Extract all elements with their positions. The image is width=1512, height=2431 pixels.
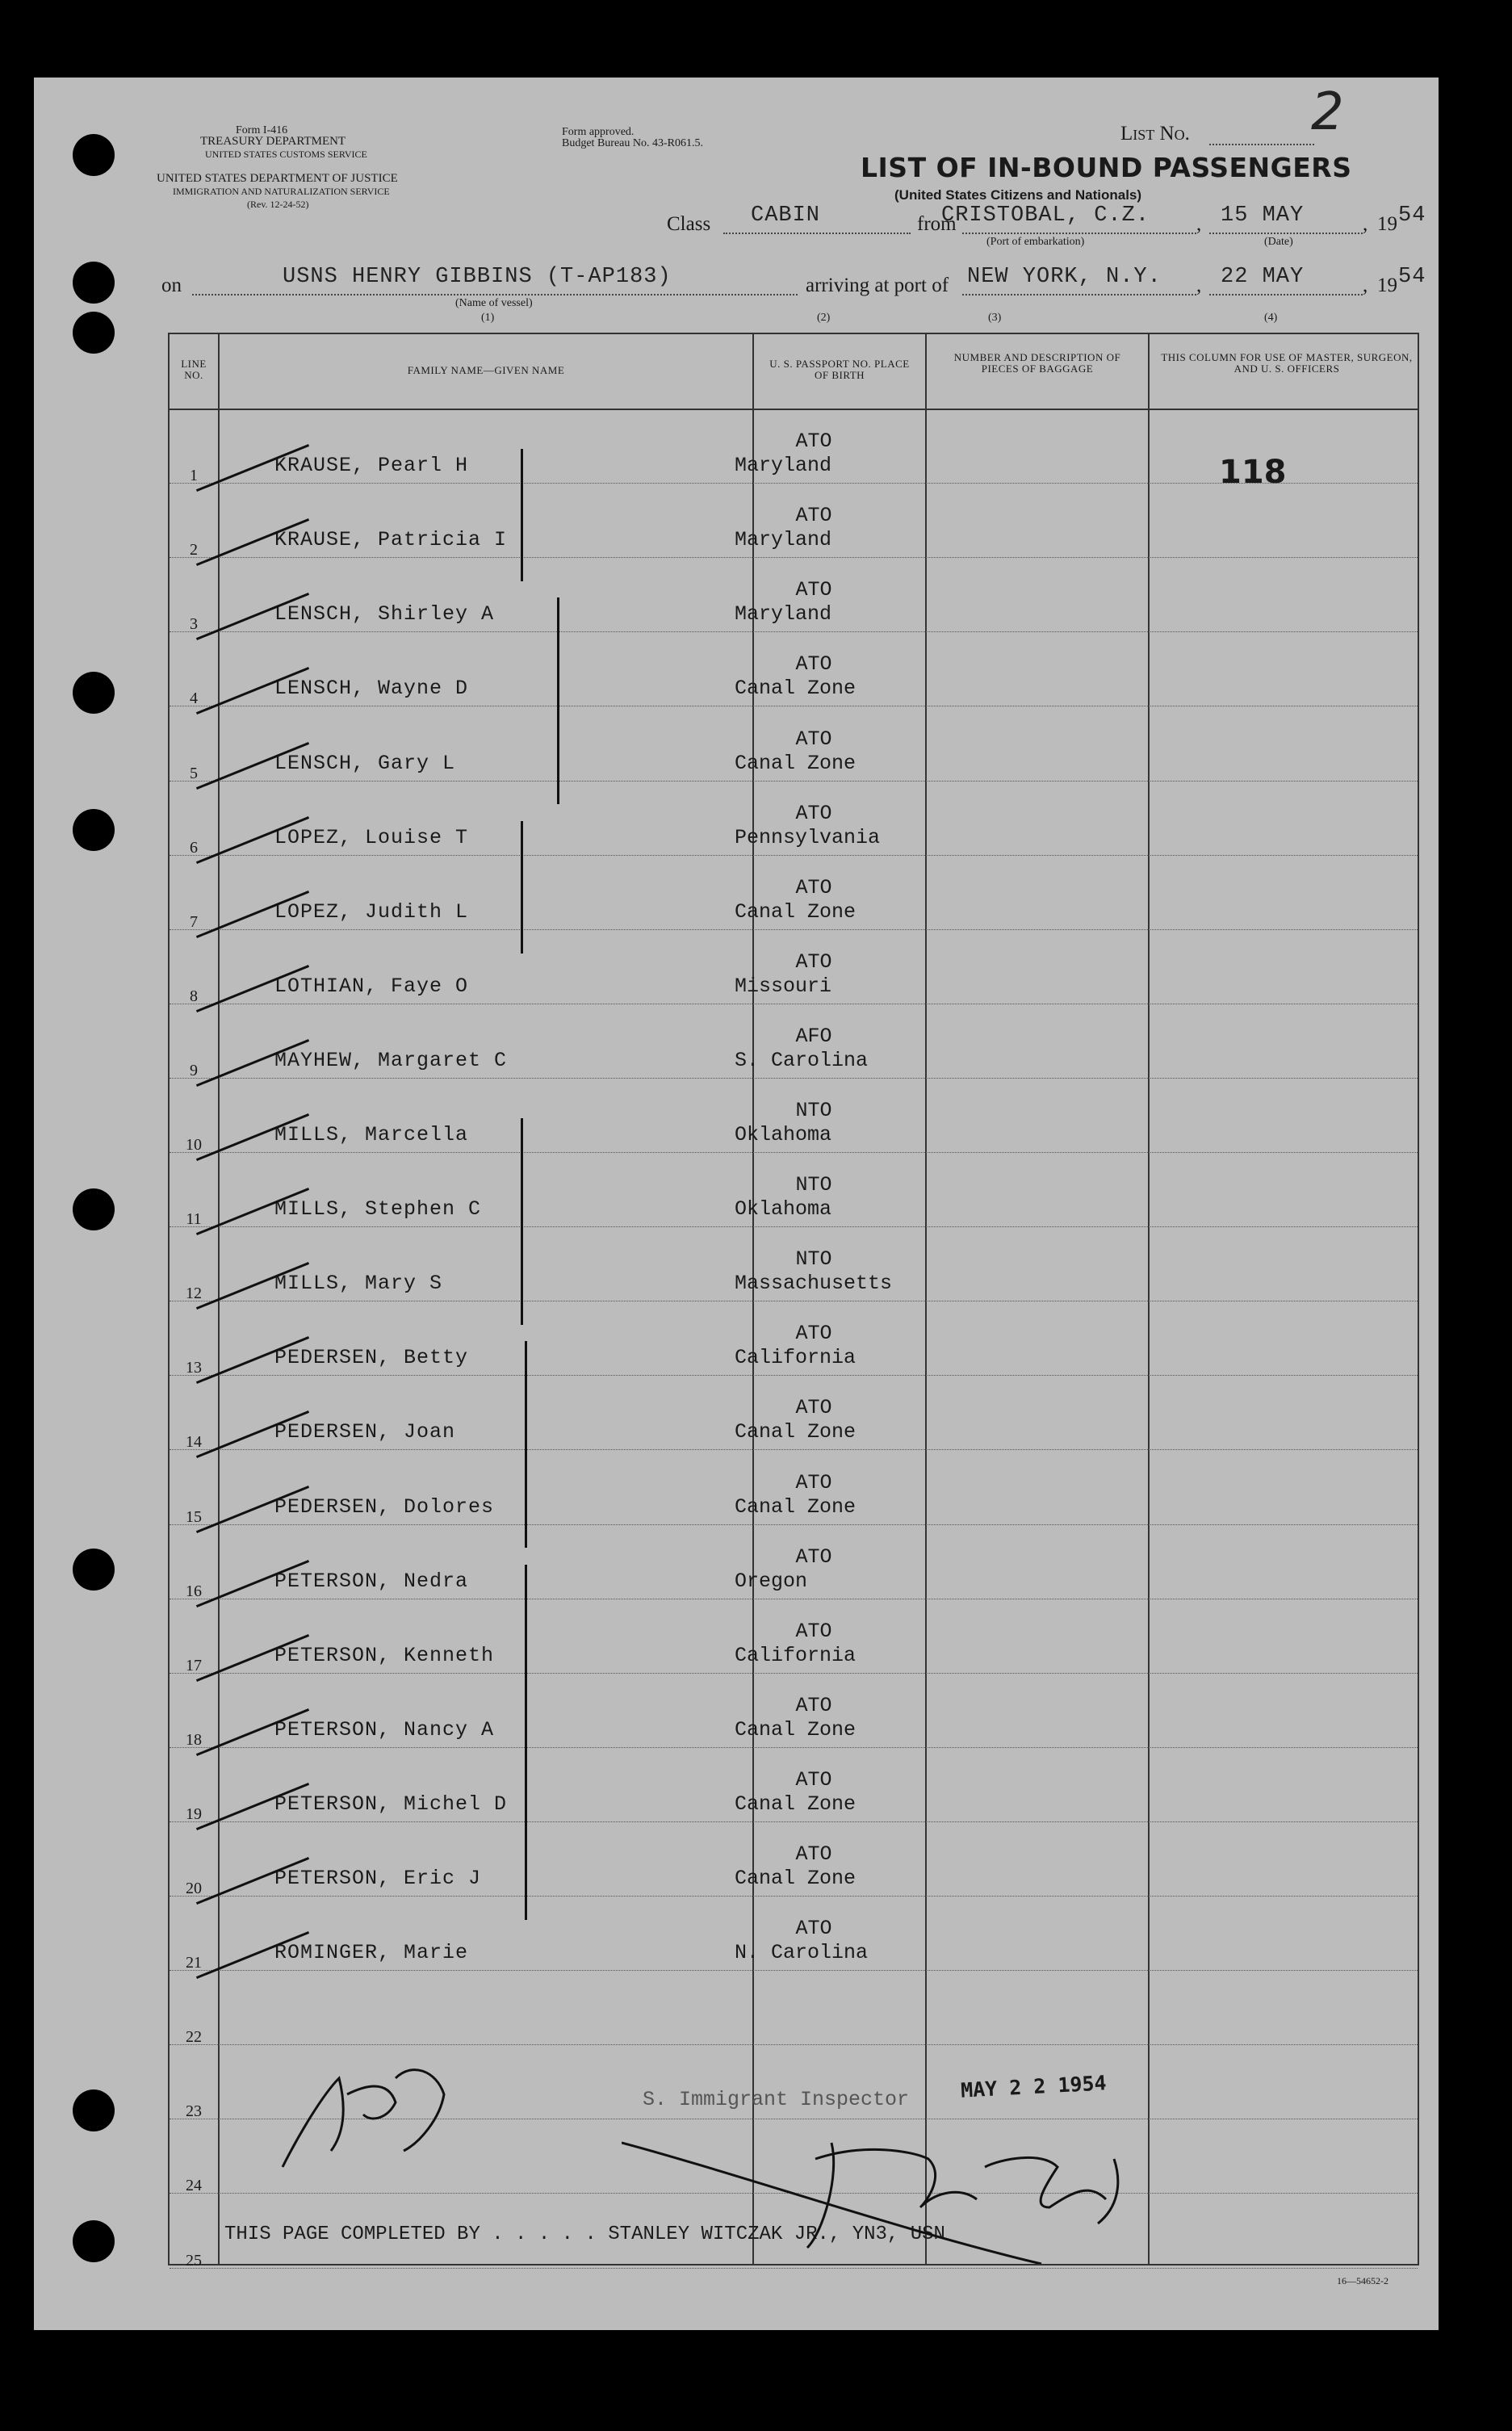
on-label: on	[161, 275, 182, 296]
place-of-birth: Canal Zone	[735, 899, 857, 924]
arrival-date: 22 MAY	[1221, 265, 1305, 289]
row-separator	[170, 2268, 1418, 2269]
line-number: 24	[186, 2177, 202, 2195]
passenger-name: LOPEZ, Louise T	[274, 825, 469, 849]
passport-code: ATO	[795, 1619, 832, 1643]
passenger-name: LENSCH, Shirley A	[274, 602, 495, 627]
row-separator	[170, 855, 1418, 856]
passenger-name: ROMINGER, Marie	[274, 1941, 469, 1965]
row-separator	[170, 1152, 1418, 1153]
place-of-birth: Pennsylvania	[735, 825, 881, 849]
line-number: 22	[186, 2028, 202, 2047]
passenger-name: PEDERSEN, Betty	[274, 1346, 469, 1370]
passenger-name: LOPEZ, Judith L	[274, 899, 469, 924]
place-of-birth: Canal Zone	[735, 1717, 857, 1742]
completed-by: THIS PAGE COMPLETED BY . . . . . STANLEY WITCZAK JR., YN3, USN	[224, 2224, 945, 2245]
passport-code: ATO	[795, 801, 832, 825]
place-of-birth: Massachusetts	[735, 1272, 893, 1296]
passenger-name: PETERSON, Kenneth	[274, 1643, 495, 1667]
line-number: 17	[186, 1656, 202, 1674]
justice-dept: UNITED STATES DEPARTMENT OF JUSTICE	[157, 172, 398, 185]
line-number: 23	[186, 2102, 202, 2121]
passport-code: ATO	[795, 1917, 832, 1941]
class-label: Class	[667, 213, 711, 235]
line-number: 13	[186, 1359, 202, 1377]
arrival-year: 54	[1398, 265, 1426, 289]
passenger-name: MILLS, Marcella	[274, 1123, 469, 1146]
row-separator	[170, 1226, 1418, 1227]
embarkation-port: CRISTOBAL, C.Z.	[941, 203, 1150, 228]
line-number: 12	[186, 1285, 202, 1303]
family-bracket	[521, 449, 523, 581]
family-bracket	[521, 821, 523, 954]
passport-code: ATO	[795, 1545, 832, 1569]
place-of-birth: Canal Zone	[735, 1792, 857, 1816]
passenger-name: MILLS, Mary S	[274, 1272, 443, 1296]
line-number: 16	[186, 1582, 202, 1600]
punch-hole	[73, 262, 115, 304]
line-number: 2	[190, 541, 198, 560]
place-of-birth: Oregon	[735, 1569, 808, 1593]
passport-code: ATO	[795, 578, 832, 602]
row-separator	[170, 483, 1418, 484]
inspector-text: S. Immigrant Inspector	[643, 2088, 910, 2111]
place-of-birth: Missouri	[735, 974, 832, 998]
header-name: FAMILY NAME—GIVEN NAME	[407, 364, 565, 376]
officer-note: 118	[1219, 454, 1287, 491]
manifest-page: Form I-416 TREASURY DEPARTMENT UNITED STATES CUSTOMS SERVICE UNITED STATES DEPARTMENT OF JUSTICE IMMIGRATION AND NATURALIZATION SERVICE (Rev. 12-24-52) Form approved. Budget Bureau No. 43-R061.5. List No. 2 LIST OF IN-BOUND PASSENGERS (United States Citizens and Nationals) Class CABIN from CRISTOBAL, C.Z. (Port of embarkation) , 15 MAY (Date) , 19 54 on USNS HENRY GIBBINS (T-AP183) (Name of vessel) (1) arriving at port of NEW YORK, N.Y. , 22 MAY , 19 54 (2) (3) (4) LINE NO. FAMILY NAME—GIVEN NAME U. S. PASSPORT NO. PLACE OF BIRTH NUMBER AND DESCRIPTION OF PIECES OF BAGGAGE THIS COLUMN FOR USE OF MASTER, SURGEON, AND U. S. OFFICERS 118 1 KRAUSE, Pearl H ATO Maryland 2 KRAUSE, Patricia I ATO Maryland 3 LENSCH, Shirley A ATO Maryland 4 LENSCH, Wayne D ATO Canal Zone 5 LENSCH, Gary L ATO Canal Zone 6 LOPEZ, Louise T ATO Pennsylvania 7 LOPEZ, Judith L ATO Canal Zone 8 LOTHIAN, Faye O ATO Missouri 9 MAYHEW, Margaret C AFO S. Carolina 10 MILLS, Marcella NTO Oklahoma 11 MILLS, Stephen C NTO Oklahoma 12 MILLS, Mary S NTO Massachusetts 13 PEDERSEN, Betty ATO California 14 PEDERSEN, Joan ATO Canal Zone 15 PEDERSEN, Dolores ATO Canal Zone 16 PETERSON, Nedra ATO Oregon 17 PETERSON, Kenneth ATO California 18 PETERSON, Nancy A ATO Canal Zone 19 PETERSON, Michel D ATO Canal Zone 20 PETERSON, Eric J ATO Canal Zone 21 ROMINGER, Marie ATO N. Carolina 22 23 24 25 S. Immigrant Inspector MAY 2 2 1954 THIS PAGE COMPLETED BY . . . . . STANLEY WITCZAK JR., YN3, USN 16—54652-2	[34, 78, 1439, 2330]
line-number: 6	[190, 838, 198, 857]
place-of-birth: Canal Zone	[735, 1494, 857, 1519]
header-passport: U. S. PASSPORT NO. PLACE OF BIRTH	[769, 358, 910, 381]
passport-code: NTO	[795, 1173, 832, 1197]
arrival-year-prefix: 19	[1377, 275, 1397, 296]
row-separator	[170, 1375, 1418, 1376]
line-number: 5	[190, 764, 198, 782]
col-ref-1: (1)	[481, 312, 495, 324]
passenger-name: MILLS, Stephen C	[274, 1197, 482, 1222]
passport-code: ATO	[795, 1842, 832, 1866]
document-subtitle: (United States Citizens and Nationals)	[894, 187, 1142, 203]
line-number: 9	[190, 1061, 198, 1079]
header-baggage: NUMBER AND DESCRIPTION OF PIECES OF BAGGAGE	[953, 351, 1121, 375]
place-of-birth: N. Carolina	[735, 1941, 869, 1965]
line-number: 19	[186, 1804, 202, 1823]
family-bracket	[525, 1565, 527, 1921]
punch-hole	[73, 1188, 115, 1230]
col-ref-3: (3)	[988, 312, 1002, 324]
list-no-label: List No.	[1120, 123, 1190, 145]
place-of-birth: Oklahoma	[735, 1197, 832, 1222]
line-number: 25	[186, 2251, 202, 2270]
arrival-port: NEW YORK, N.Y.	[967, 265, 1162, 289]
passenger-name: PETERSON, Michel D	[274, 1792, 508, 1816]
place-of-birth: Maryland	[735, 602, 832, 627]
print-code: 16—54652-2	[1337, 2275, 1388, 2286]
row-separator	[170, 781, 1418, 782]
punch-hole	[73, 809, 115, 851]
class-value: CABIN	[751, 203, 821, 228]
row-separator	[170, 557, 1418, 558]
passenger-name: PETERSON, Eric J	[274, 1867, 482, 1890]
place-of-birth: Canal Zone	[735, 677, 857, 701]
arriving-label: arriving at port of	[806, 275, 949, 296]
row-separator	[170, 1449, 1418, 1450]
form-number: Form I-416	[236, 124, 288, 136]
passenger-name: LENSCH, Gary L	[274, 751, 456, 775]
officer-signature	[622, 2110, 1187, 2264]
row-separator	[170, 1821, 1418, 1822]
header-line-no: LINE NO.	[181, 358, 207, 381]
passport-code: NTO	[795, 1099, 832, 1122]
header-officers: THIS COLUMN FOR USE OF MASTER, SURGEON, AND U. S. OFFICERS	[1161, 351, 1413, 375]
family-bracket	[521, 1118, 523, 1325]
line-number: 18	[186, 1730, 202, 1749]
passenger-name: KRAUSE, Patricia I	[274, 528, 508, 552]
passport-code: ATO	[795, 504, 832, 528]
inspector-date-stamp: MAY 2 2 1954	[960, 2071, 1108, 2102]
passport-code: AFO	[795, 1024, 832, 1048]
line-number: 21	[186, 1954, 202, 1972]
treasury-dept: TREASURY DEPARTMENT	[200, 135, 346, 148]
line-number: 8	[190, 987, 198, 1005]
passport-code: ATO	[795, 1767, 832, 1792]
line-number: 4	[190, 689, 198, 708]
ins-service: IMMIGRATION AND NATURALIZATION SERVICE	[173, 186, 390, 197]
line-number: 14	[186, 1433, 202, 1452]
place-of-birth: Maryland	[735, 528, 832, 552]
place-of-birth: Canal Zone	[735, 1420, 857, 1444]
row-separator	[170, 1524, 1418, 1525]
place-of-birth: Canal Zone	[735, 751, 857, 775]
passenger-name: PETERSON, Nedra	[274, 1569, 469, 1593]
punch-hole	[73, 134, 115, 176]
date-caption: (Date)	[1264, 236, 1293, 248]
row-separator	[170, 1970, 1418, 1971]
passenger-name: PEDERSEN, Joan	[274, 1420, 456, 1444]
line-number: 15	[186, 1507, 202, 1526]
passport-code: ATO	[795, 1322, 832, 1346]
departure-year-prefix: 19	[1377, 213, 1397, 235]
passenger-name: LOTHIAN, Faye O	[274, 974, 469, 998]
passport-code: ATO	[795, 727, 832, 751]
passenger-table	[168, 333, 1419, 2270]
row-separator	[170, 1747, 1418, 1748]
place-of-birth: S. Carolina	[735, 1048, 869, 1072]
row-separator	[170, 1896, 1418, 1897]
passport-code: NTO	[795, 1247, 832, 1272]
vessel-name: USNS HENRY GIBBINS (T-AP183)	[283, 265, 672, 289]
embarkation-caption: (Port of embarkation)	[986, 236, 1085, 248]
revision: (Rev. 12-24-52)	[247, 199, 309, 210]
punch-hole	[73, 312, 115, 354]
budget-bureau: Budget Bureau No. 43-R061.5.	[562, 137, 703, 149]
punch-hole	[73, 2220, 115, 2262]
line-number: 10	[186, 1136, 202, 1154]
passenger-name: LENSCH, Wayne D	[274, 677, 469, 701]
place-of-birth: Canal Zone	[735, 1867, 857, 1890]
departure-date: 15 MAY	[1221, 203, 1305, 228]
place-of-birth: California	[735, 1346, 857, 1370]
line-number: 20	[186, 1880, 202, 1897]
family-bracket	[557, 597, 559, 804]
passport-code: ATO	[795, 652, 832, 677]
passenger-name: MAYHEW, Margaret C	[274, 1048, 508, 1072]
line-number: 3	[190, 615, 198, 634]
passport-code: ATO	[795, 875, 832, 899]
passenger-name: PETERSON, Nancy A	[274, 1717, 495, 1742]
row-separator	[170, 929, 1418, 930]
from-label: from	[917, 213, 957, 235]
place-of-birth: Oklahoma	[735, 1123, 832, 1146]
list-number: 2	[1311, 82, 1344, 142]
line-number: 11	[186, 1210, 202, 1229]
document-title: LIST OF IN-BOUND PASSENGERS	[861, 152, 1352, 183]
inspector-signature	[266, 2046, 476, 2175]
departure-year: 54	[1398, 203, 1426, 228]
passport-code: ATO	[795, 949, 832, 974]
passport-code: ATO	[795, 1470, 832, 1494]
punch-hole	[73, 2089, 115, 2131]
row-separator	[170, 631, 1418, 632]
vessel-caption: (Name of vessel)	[455, 297, 533, 309]
col-ref-2: (2)	[817, 312, 831, 324]
place-of-birth: Maryland	[735, 454, 832, 478]
line-number: 7	[190, 912, 198, 931]
row-separator	[170, 1078, 1418, 1079]
passenger-name: KRAUSE, Pearl H	[274, 454, 469, 478]
passport-code: ATO	[795, 1396, 832, 1420]
passport-code: ATO	[795, 430, 832, 454]
customs-service: UNITED STATES CUSTOMS SERVICE	[205, 149, 367, 160]
line-number: 1	[190, 467, 198, 485]
passport-code: ATO	[795, 1693, 832, 1717]
row-separator	[170, 1673, 1418, 1674]
passenger-name: PEDERSEN, Dolores	[274, 1494, 495, 1519]
family-bracket	[525, 1341, 527, 1548]
punch-hole	[73, 672, 115, 714]
punch-hole	[73, 1549, 115, 1591]
place-of-birth: California	[735, 1643, 857, 1667]
col-ref-4: (4)	[1264, 312, 1278, 324]
form-approved: Form approved.	[562, 126, 635, 138]
